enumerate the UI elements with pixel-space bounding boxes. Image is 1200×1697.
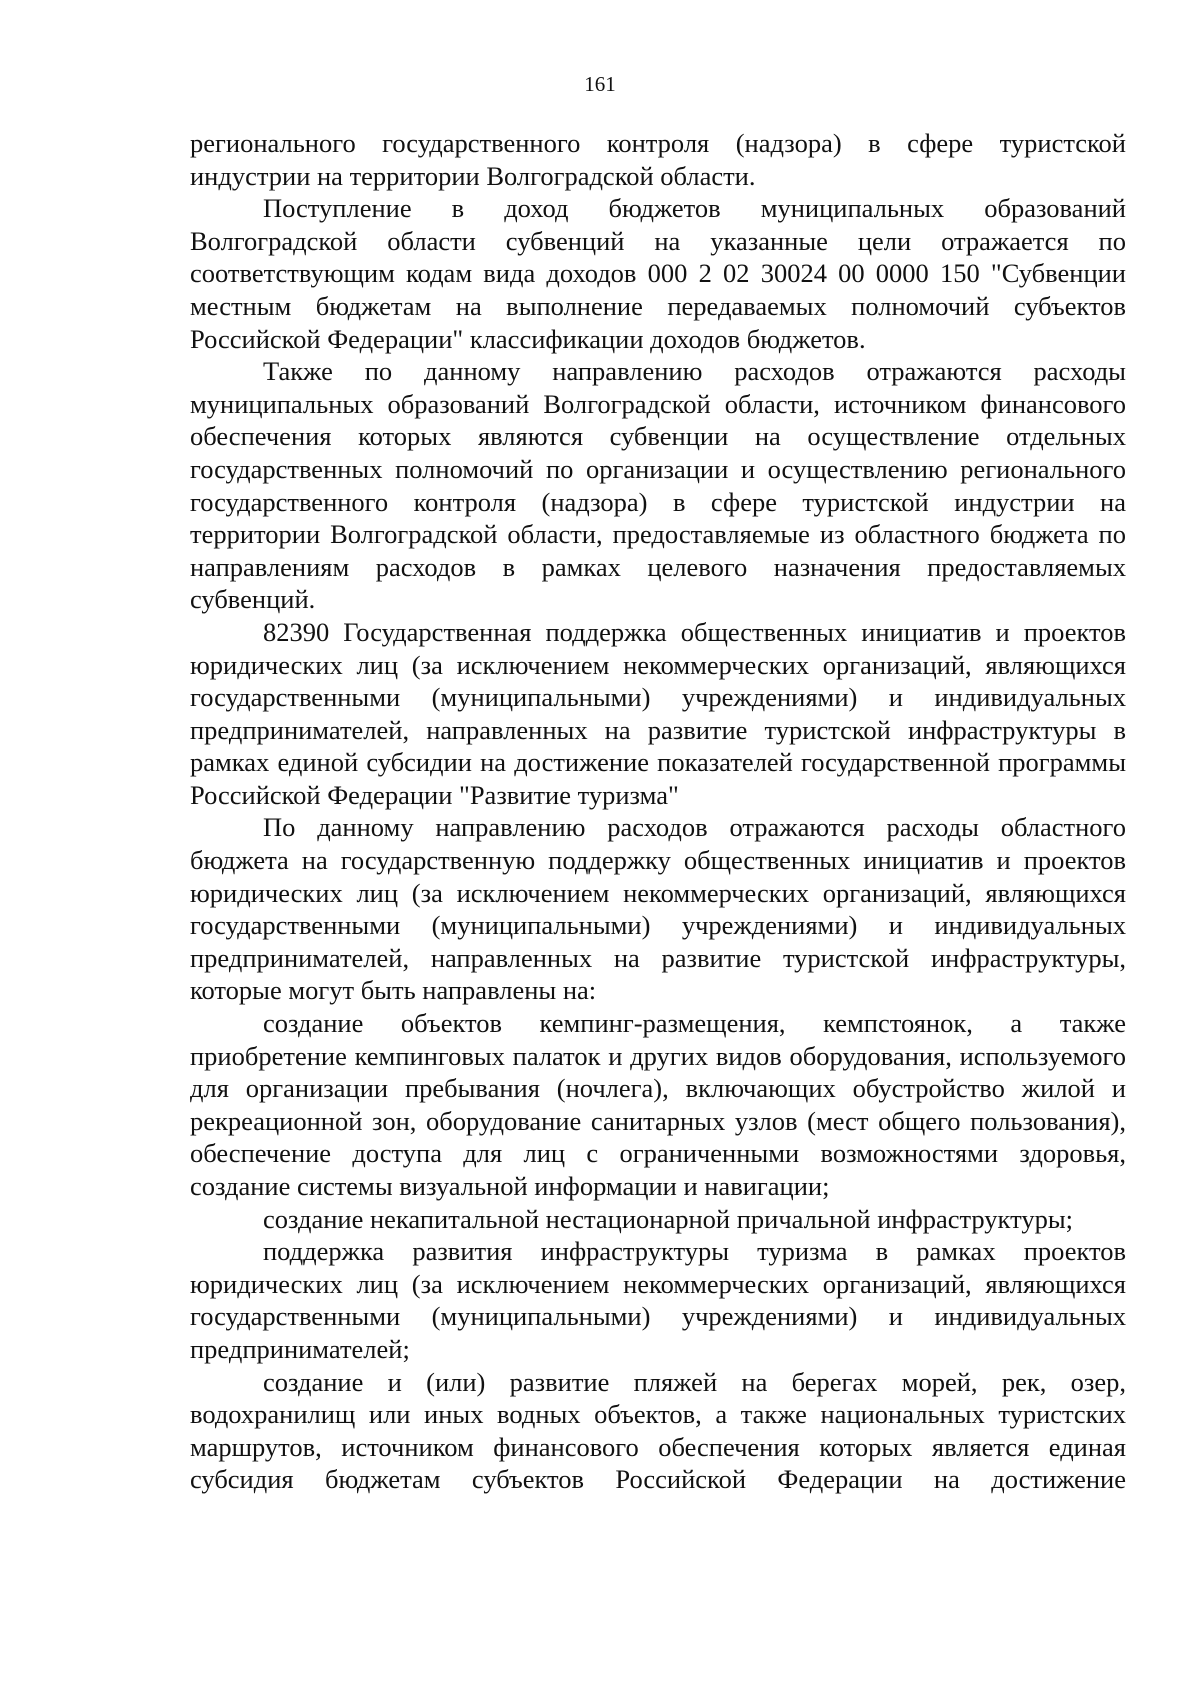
paragraph-revenue-subventions: Поступление в доход бюджетов муниципальных образований Волгоградской области субвенций на указанные цели отражается по соответствующим кодам вида доходов 000 2 02 30024 00 0000 150 "Субвенции местным бюджетам на выполнение передаваемых полномочий субъектов Российской Федерации" классификации доходов бюджетов. [190, 193, 1126, 354]
list-item-mooring: создание некапитальной нестационарной причальной инфраструктуры; [263, 1203, 1073, 1234]
list-item-beaches: создание и (или) развитие пляжей на берегах морей, рек, озер, водохранилищ или иных водных объектов, а также национальных туристских маршрутов, источником финансового обеспечения которых является единая субсидия бюджетам субъектов Российской Федерации на достижение [190, 1366, 1126, 1495]
document-body [190, 127, 1126, 1496]
list-item-infrastructure-support: поддержка развития инфраструктуры туризма в рамках проектов юридических лиц (за исключением некоммерческих организаций, являющихся государственными (муниципальными) учреждениями) и индивидуальных предпринимателей; [190, 1236, 1126, 1364]
list-item-camping: создание объектов кемпинг-размещения, кемпстоянок, а также приобретение кемпинговых палаток и других видов оборудования, используемого для организации пребывания (ночлега), включающих обустройство жилой и рекреационной зон, оборудование санитарных узлов (мест общего пользования), обеспечение доступа для лиц с ограниченными возможностями здоровья, создание системы визуальной информации и навигации; [190, 1008, 1126, 1201]
paragraph-expense-direction: По данному направлению расходов отражаются расходы областного бюджета на государственную поддержку общественных инициатив и проектов юридических лиц (за исключением некоммерческих организаций, являющихся государственными (муниципальными) учреждениями) и индивидуальных предпринимателей, направленных на развитие туристской инфраструктуры, которые могут быть направлены на: [190, 812, 1126, 1006]
paragraph-continuation: регионального государственного контроля (надзора) в сфере туристской индустрии на территории Волгоградской области. [190, 128, 1126, 191]
paragraph-expense-code-82390: 82390 Государственная поддержка общественных инициатив и проектов юридических лиц (за исключением некоммерческих организаций, являющихся государственными (муниципальными) учреждениями) и индивидуальных предпринимателей, направленных на развитие туристской инфраструктуры в рамках единой субсидии на достижение показателей государственной программы Российской Федерации "Развитие туризма" [190, 616, 1126, 810]
page-number: 161 [584, 72, 616, 96]
paragraph-municipal-expenses: Также по данному направлению расходов отражаются расходы муниципальных образований Волгоградской области, источником финансового обеспечения которых являются субвенции на осуществление отдельных государственных полномочий по организации и осуществлению регионального государственного контроля (надзора) в сфере туристской индустрии на территории Волгоградской области, предоставляемые из областного бюджета по направлениям расходов в рамках целевого назначения предоставляемых субвенций. [190, 356, 1126, 615]
